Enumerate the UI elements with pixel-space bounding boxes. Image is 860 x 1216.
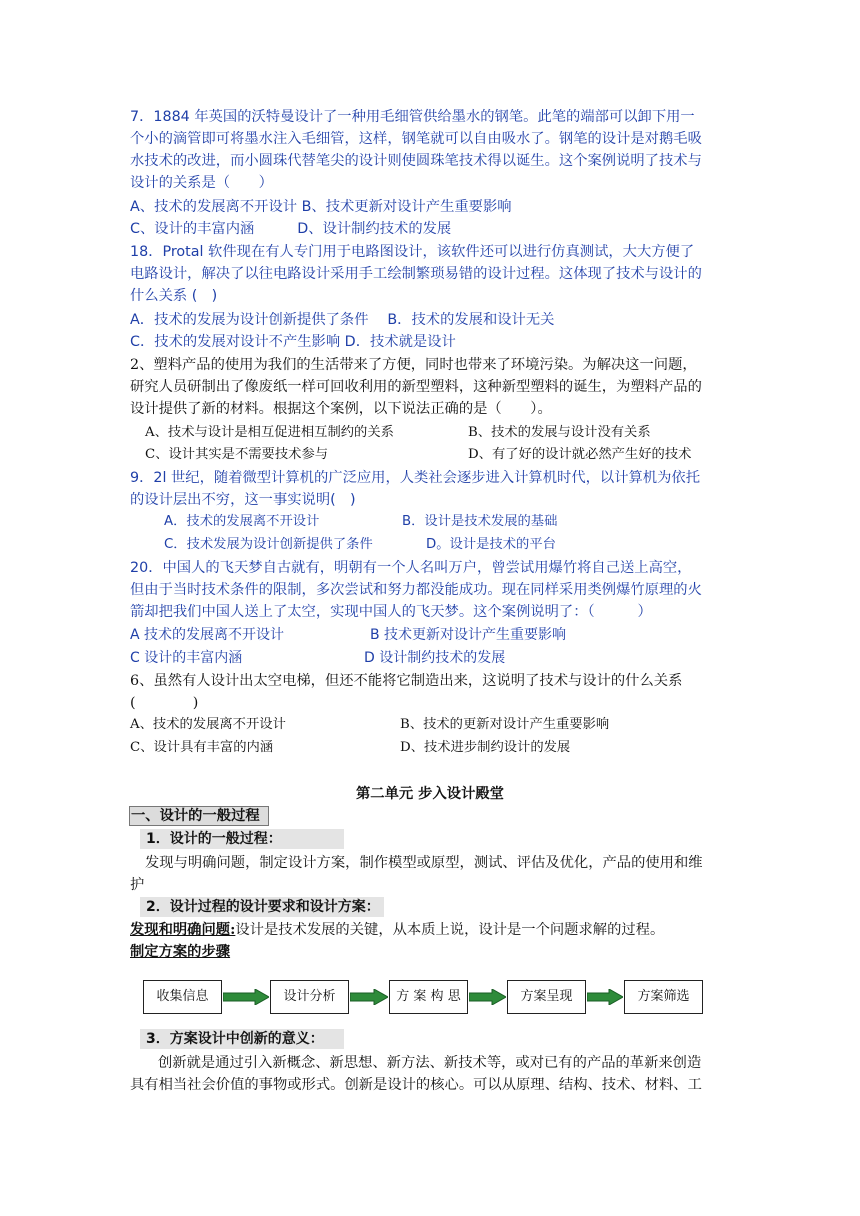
q9-line-1: 9．2l 世纪，随着微型计算机的广泛应用，人类社会逐步进入计算机时代，以计算机为依托 [130, 470, 700, 486]
q7-line-3: 水技术的改进，而小圆珠代替笔尖的设计则使圆珠笔技术得以诞生。这个案例说明了技术与 [130, 153, 702, 169]
arrow-right-icon [223, 989, 269, 1005]
discover-line [130, 919, 664, 941]
q2-option-b: B、技术的发展与设计没有关系 [468, 425, 651, 440]
q18-line-3: 什么关系 ( ) [130, 288, 218, 304]
flow-step-present: 方案呈现 [507, 980, 586, 1014]
sub3-text-line-1: 创新就是通过引入新概念、新思想、新方法、新技术等，或对已有的产品的革新来创造 [158, 1055, 702, 1071]
q9-option-d: D。设计是技术的平台 [426, 537, 556, 552]
q7-options-2: C、设计的丰富内涵 D、设计制约技术的发展 [130, 221, 452, 237]
q9-option-b: B．设计是技术发展的基础 [402, 514, 558, 529]
arrow-right-icon [587, 989, 623, 1005]
q9-line-2: 的设计层出不穷，这一事实说明( ) [130, 492, 356, 508]
q6-option-c: C、设计具有丰富的内涵 [130, 740, 274, 755]
q20-option-a: A 技术的发展离不开设计 [130, 627, 285, 643]
sub1-text-line-2: 护 [130, 877, 145, 893]
flow-step-analysis: 设计分析 [270, 980, 349, 1014]
discover-label: 发现和明确问题: [130, 922, 236, 938]
q20-line-1: 20．中国人的飞天梦自古就有，明朝有一个人名叫万户，曾尝试用爆竹将自己送上高空， [130, 560, 692, 576]
discover-text: 设计是技术发展的关键，从本质上说，设计是一个问题求解的过程。 [235, 922, 665, 938]
steps-title: 制定方案的步骤 [130, 944, 231, 960]
q6-line-2: ( ) [130, 695, 199, 711]
q18-options-1: A．技术的发展为设计创新提供了条件 B．技术的发展和设计无关 [130, 312, 555, 328]
flow-step-select: 方案筛选 [624, 980, 703, 1014]
q2-option-d: D、有了好的设计就必然产生好的技术 [468, 447, 692, 462]
q7-line-2: 个小的滴管即可将墨水注入毛细管，这样，钢笔就可以自由吸水了。钢笔的设计是对鹅毛吸 [130, 131, 702, 147]
q6-option-b: B、技术的更新对设计产生重要影响 [400, 717, 610, 732]
q6-option-a: A、技术的发展离不开设计 [130, 717, 286, 732]
flow-step-collect: 收集信息 [143, 980, 222, 1014]
arrow-right-icon [350, 989, 388, 1005]
q9-option-a: A．技术的发展离不开设计 [164, 514, 320, 529]
subheading-2: 2．设计过程的设计要求和设计方案： [140, 897, 384, 917]
q9-option-c: C．技术发展为设计创新提供了条件 [164, 537, 373, 552]
q2-option-c: C、设计其实是不需要技术参与 [145, 447, 329, 462]
q6-option-d: D、技术进步制约设计的发展 [400, 740, 571, 755]
subheading-3: 3．方案设计中创新的意义： [140, 1029, 344, 1049]
q20-option-d: D 设计制约技术的发展 [364, 650, 506, 666]
unit-title: 第二单元 步入设计殿堂 [356, 786, 504, 802]
q20-option-b: B 技术更新对设计产生重要影响 [370, 627, 567, 643]
q20-option-c: C 设计的丰富内涵 [130, 650, 243, 666]
q6-line-1: 6、虽然有人设计出太空电梯，但还不能将它制造出来，这说明了技术与设计的什么关系 [130, 673, 683, 689]
q7-line-1: 7．1884 年英国的沃特曼设计了一种用毛细管供给墨水的钢笔。此笔的端部可以卸下用一 [130, 109, 695, 125]
q20-line-2: 但由于当时技术条件的限制，多次尝试和努力都没能成功。现在同样采用类例爆竹原理的火 [130, 582, 702, 598]
section-heading-1: 一、设计的一般过程 [129, 806, 269, 826]
q18-options-2: C．技术的发展对设计不产生影响 D．技术就是设计 [130, 334, 456, 350]
sub3-text-line-2: 具有相当社会价值的事物或形式。创新是设计的核心。可以从原理、结构、技术、材料、工 [130, 1077, 702, 1093]
q18-line-2: 电路设计，解决了以往电路设计采用手工绘制繁琐易错的设计过程。这体现了技术与设计的 [130, 266, 702, 282]
q2-line-3: 设计提供了新的材料。根据这个案例，以下说法正确的是（ ）。 [130, 401, 552, 417]
q18-line-1: 18．Protal 软件现在有人专门用于电路图设计，该软件还可以进行仿真测试，大大方便了 [130, 244, 695, 260]
q7-options-1: A、技术的发展离不开设计 B、技术更新对设计产生重要影响 [130, 199, 512, 215]
flow-step-concept: 方 案 构 思 [389, 980, 468, 1014]
q2-line-1: 2、塑料产品的使用为我们的生活带来了方便，同时也带来了环境污染。为解决这一问题， [130, 357, 697, 373]
q2-line-2: 研究人员研制出了像废纸一样可回收利用的新型塑料，这种新型塑料的诞生，为塑料产品的 [130, 379, 702, 395]
subheading-1: 1．设计的一般过程： [140, 829, 344, 849]
q7-line-4: 设计的关系是（ ） [130, 175, 273, 191]
q2-option-a: A、技术与设计是相互促进相互制约的关系 [145, 425, 394, 440]
arrow-right-icon [469, 989, 506, 1005]
sub1-text-line-1: 发现与明确问题，制定设计方案，制作模型或原型，测试、评估及优化，产品的使用和维 [145, 855, 703, 871]
q20-line-3: 箭却把我们中国人送上了太空，实现中国人的飞天梦。这个案例说明了：（ ） [130, 604, 652, 620]
